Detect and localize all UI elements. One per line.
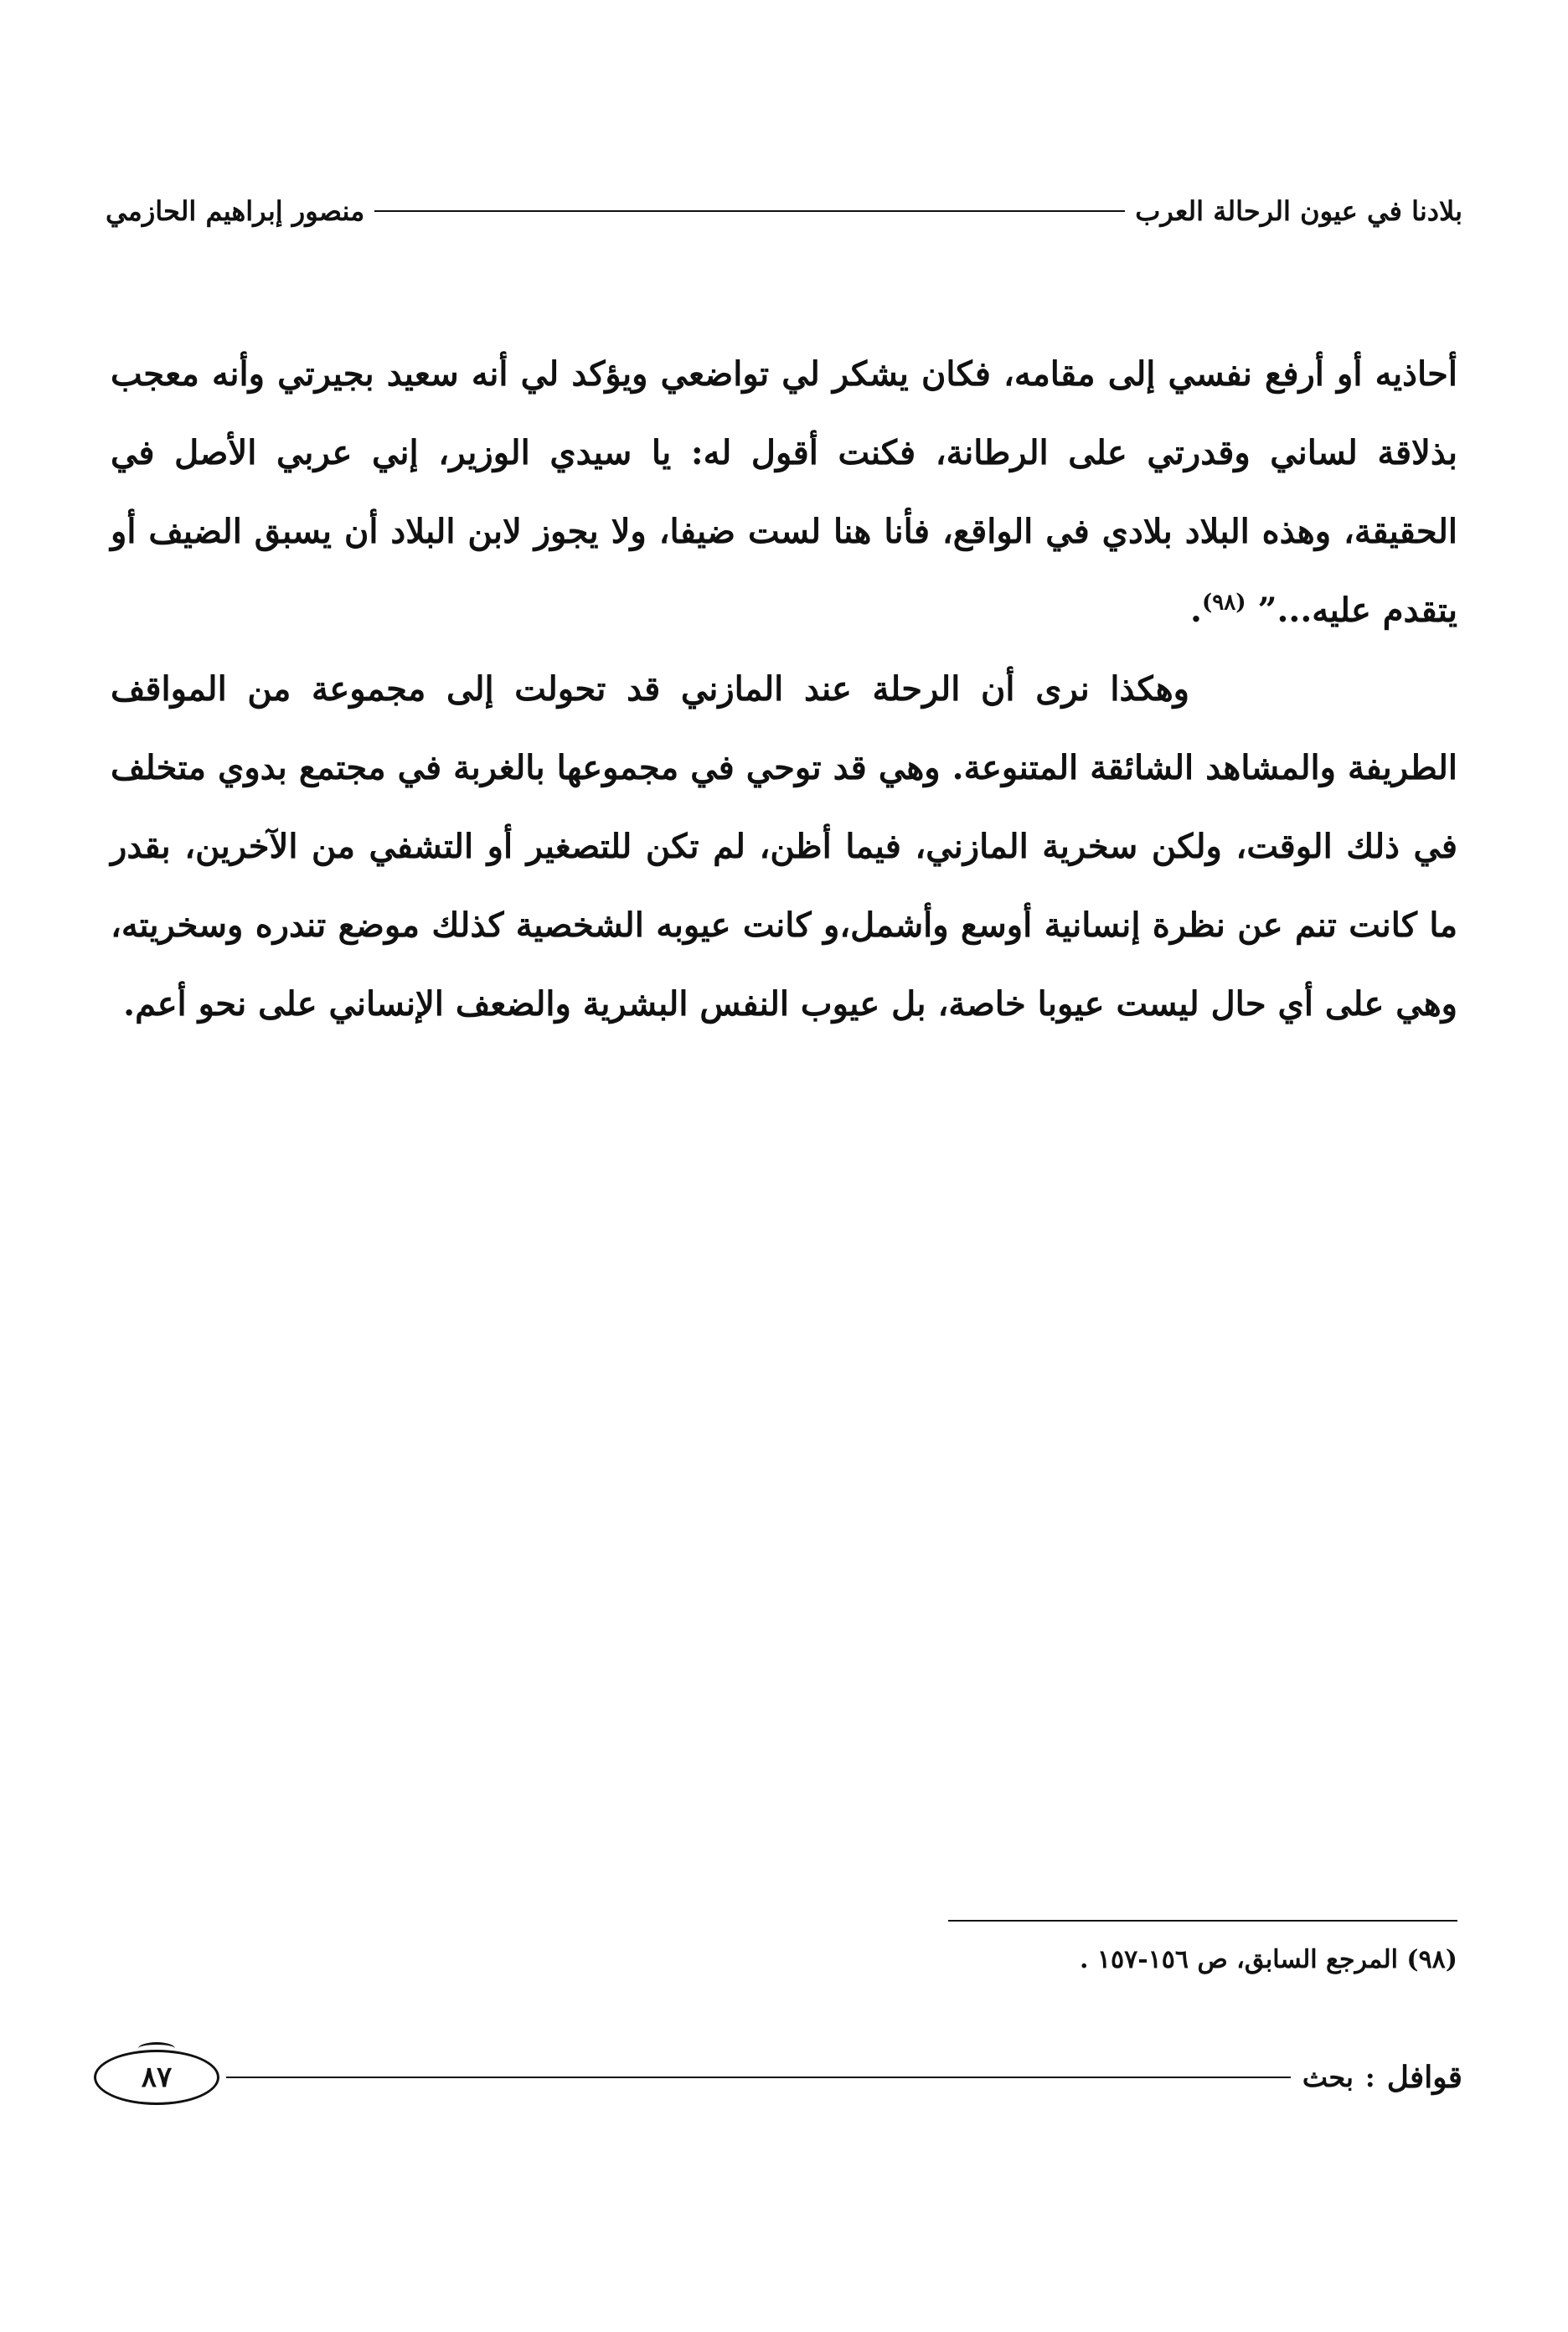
header-author: منصور إبراهيم الحازمي xyxy=(106,195,365,227)
footnote-separator xyxy=(948,1920,1457,1922)
header-rule xyxy=(374,210,1125,212)
footer-journal-name: قوافل xyxy=(1386,2060,1462,2095)
running-footer xyxy=(94,2044,1462,2111)
footer-rule xyxy=(226,2077,1291,2078)
paragraph-1-text: أحاذيه أو أرفع نفسي إلى مقامه، فكان يشكر لي تواضعي ويؤكد لي أنه سعيد بجيرتي وأنه معجب بذلاقة لساني وقدرتي على الرطانة، فكنت أقول له: يا سيدي الوزير، إني عربي الأصل في الحقيقة، وهذه البلاد بلادي في الواقع، فأنا هنا لست ضيفا، ولا يجوز لابن البلاد أن يسبق الضيف أو يتقدم عليه...” xyxy=(111,354,1457,630)
page-number: ٨٧ xyxy=(141,2061,173,2094)
paragraph-1 xyxy=(111,335,1457,650)
paragraph-2: وهكذا نرى أن الرحلة عند المازني قد تحولت إلى مجموعة من المواقف الطريفة والمشاهد الشائقة المتنوعة. وهي قد توحي في مجموعها بالغربة في مجتمع بدوي متخلف في ذلك الوقت، ولكن سخرية المازني، فيما أظن، لم تكن للتصغير أو التشفي من الآخرين، بقدر ما كانت تنم عن نظرة إنسانية أوسع وأشمل،و كانت عيوبه الشخصية كذلك موضع تندره وسخريته، وهي على أي حال ليست عيوبا خاصة، بل عيوب النفس البشرية والضعف الإنساني على نحو أعم. xyxy=(111,669,1457,1024)
page-number-badge xyxy=(94,2050,219,2105)
footnote-ref-98: (٩٨) xyxy=(1201,590,1246,616)
running-header xyxy=(106,186,1462,236)
footer-section: بحث xyxy=(1302,2061,1354,2093)
footer-separator: : xyxy=(1364,2061,1375,2093)
ornament-icon xyxy=(138,2042,175,2055)
footnote-98: (٩٨) المرجع السابق، ص ١٥٦-١٥٧ . xyxy=(1079,1945,1457,1974)
header-book-title: بلادنا في عيون الرحالة العرب xyxy=(1135,195,1462,227)
paragraph-1-end: . xyxy=(1190,591,1202,630)
body-text xyxy=(111,335,1457,1044)
